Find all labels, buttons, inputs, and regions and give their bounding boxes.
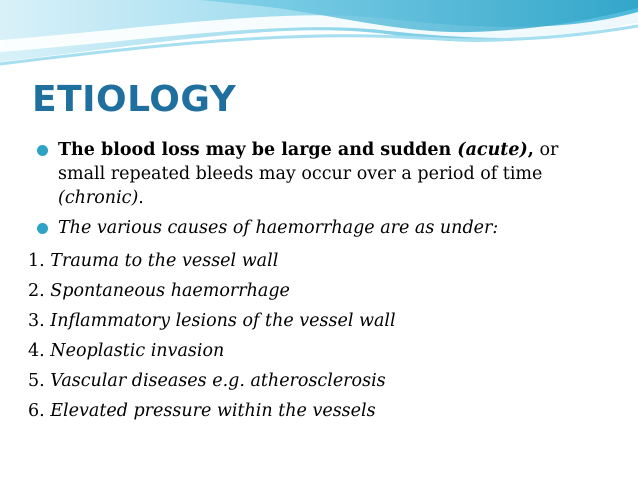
bullet-causes-intro: [28, 216, 588, 240]
cause-item-2: [28, 276, 588, 306]
bullet1-middle: or small repeated bleeds may occur over a period of time: [58, 140, 559, 184]
cause-item-3: [28, 306, 588, 336]
header-wave-decoration: [0, 0, 638, 80]
cause-number: 6.: [28, 401, 45, 421]
bullet-dot-icon: [37, 223, 48, 234]
bullet1-chronic: (chronic): [58, 188, 139, 208]
bullet1-bold-text: The blood loss may be large and sudden: [58, 140, 458, 160]
cause-item-6: [28, 396, 588, 426]
bullet1-end: .: [138, 188, 144, 208]
cause-text: Spontaneous haemorrhage: [50, 281, 290, 301]
cause-number: 1.: [28, 251, 45, 271]
cause-item-5: [28, 366, 588, 396]
cause-text: Vascular diseases e.g. atherosclerosis: [50, 371, 386, 391]
cause-number: 3.: [28, 311, 45, 331]
cause-text: Trauma to the vessel wall: [50, 251, 279, 271]
bullet1-comma: ,: [527, 140, 534, 160]
cause-number: 5.: [28, 371, 45, 391]
bullet-blood-loss: [28, 138, 588, 210]
cause-text: Neoplastic invasion: [50, 341, 225, 361]
bullet1-acute: (acute): [457, 140, 528, 160]
slide-content: [28, 138, 588, 426]
cause-number: 2.: [28, 281, 45, 301]
bullet2-text: The various causes of haemorrhage are as under:: [58, 218, 499, 238]
cause-number: 4.: [28, 341, 45, 361]
cause-item-1: [28, 246, 588, 276]
cause-item-4: [28, 336, 588, 366]
cause-text: Elevated pressure within the vessels: [50, 401, 376, 421]
slide-title: ETIOLOGY: [32, 79, 237, 120]
cause-text: Inflammatory lesions of the vessel wall: [50, 311, 396, 331]
bullet-dot-icon: [37, 145, 48, 156]
